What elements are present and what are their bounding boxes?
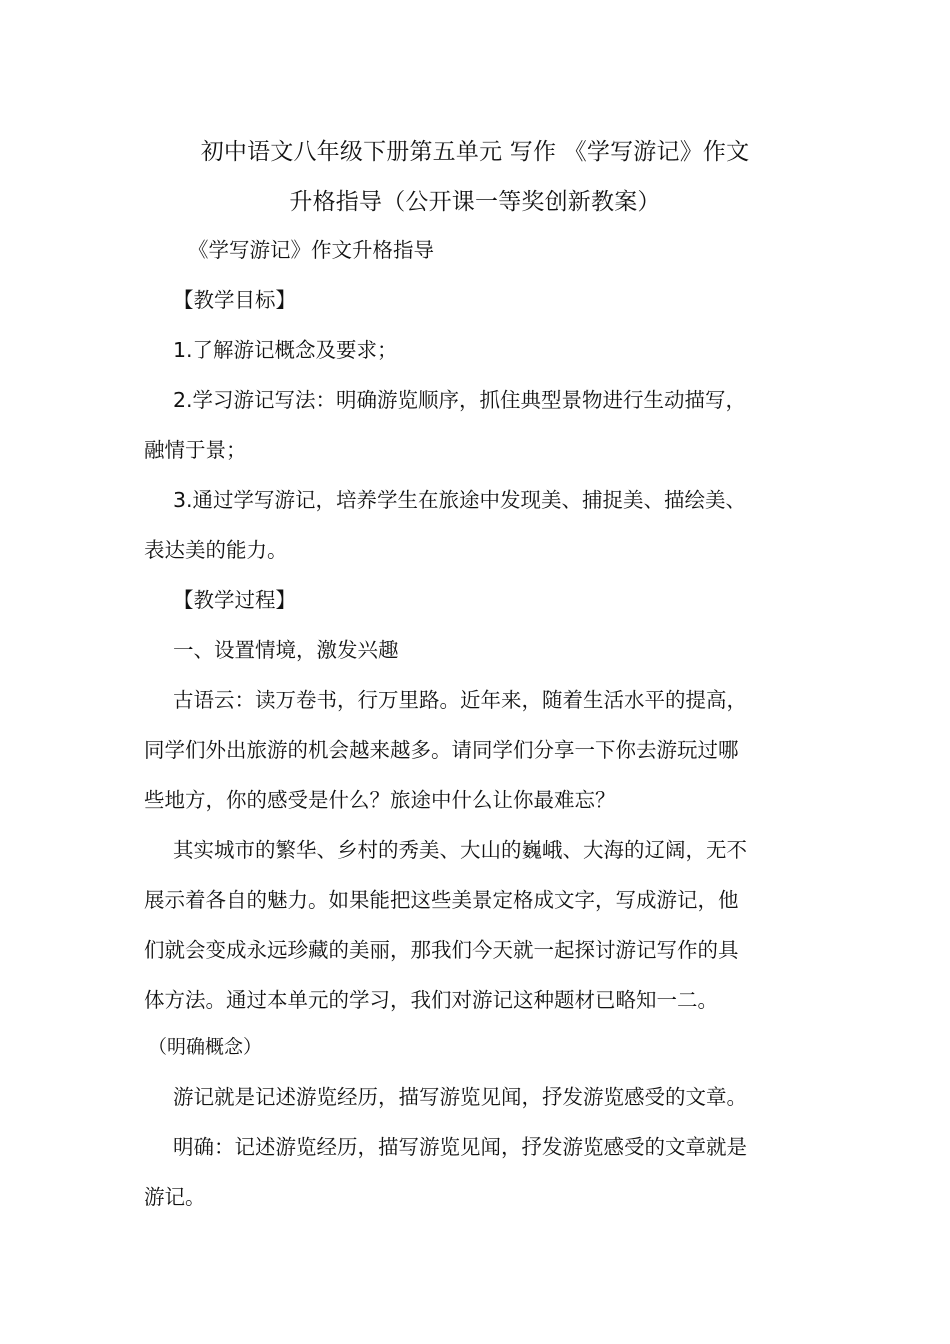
goal-2-line-1: 2.学习游记写法：明确游览顺序，抓住典型景物进行生动描写， <box>173 388 747 412</box>
paragraph-4-line-2: 游记。 <box>144 1185 206 1209</box>
paragraph-4-line-1: 明确：记述游览经历，描写游览见闻，抒发游览感受的文章就是 <box>173 1135 747 1159</box>
document-subtitle: 《学写游记》作文升格指导 <box>188 238 434 262</box>
goal-3-line-1: 3.通过学写游记，培养学生在旅途中发现美、捕捉美、描绘美、 <box>173 488 747 512</box>
document-title-line-2: 升格指导（公开课一等奖创新教案） <box>289 189 661 215</box>
section-1-heading: 一、设置情境，激发兴趣 <box>173 638 399 662</box>
goal-1: 1.了解游记概念及要求； <box>173 338 398 362</box>
paragraph-1-line-1: 古语云：读万卷书，行万里路。近年来，随着生活水平的提高， <box>173 688 747 712</box>
paragraph-1-line-3: 些地方，你的感受是什么？旅途中什么让你最难忘？ <box>144 788 616 812</box>
document-title-line-1: 初中语文八年级下册第五单元 写作 《学写游记》作文 <box>200 139 750 165</box>
paragraph-2-line-1: 其实城市的繁华、乡村的秀美、大山的巍峨、大海的辽阔，无不 <box>173 838 747 862</box>
goal-3-line-2: 表达美的能力。 <box>144 538 288 562</box>
concept-note: （明确概念） <box>148 1036 263 1058</box>
process-heading: 【教学过程】 <box>173 588 296 612</box>
paragraph-2-line-2: 展示着各自的魅力。如果能把这些美景定格成文字，写成游记，他 <box>144 888 739 912</box>
paragraph-1-line-2: 同学们外出旅游的机会越来越多。请同学们分享一下你去游玩过哪 <box>144 738 739 762</box>
paragraph-2-line-4: 体方法。通过本单元的学习，我们对游记这种题材已略知一二。 <box>144 988 718 1012</box>
goals-heading: 【教学目标】 <box>173 288 296 312</box>
goal-2-line-2: 融情于景； <box>144 438 247 462</box>
paragraph-2-line-3: 们就会变成永远珍藏的美丽，那我们今天就一起探讨游记写作的具 <box>144 938 739 962</box>
paragraph-3: 游记就是记述游览经历，描写游览见闻，抒发游览感受的文章。 <box>173 1085 747 1109</box>
